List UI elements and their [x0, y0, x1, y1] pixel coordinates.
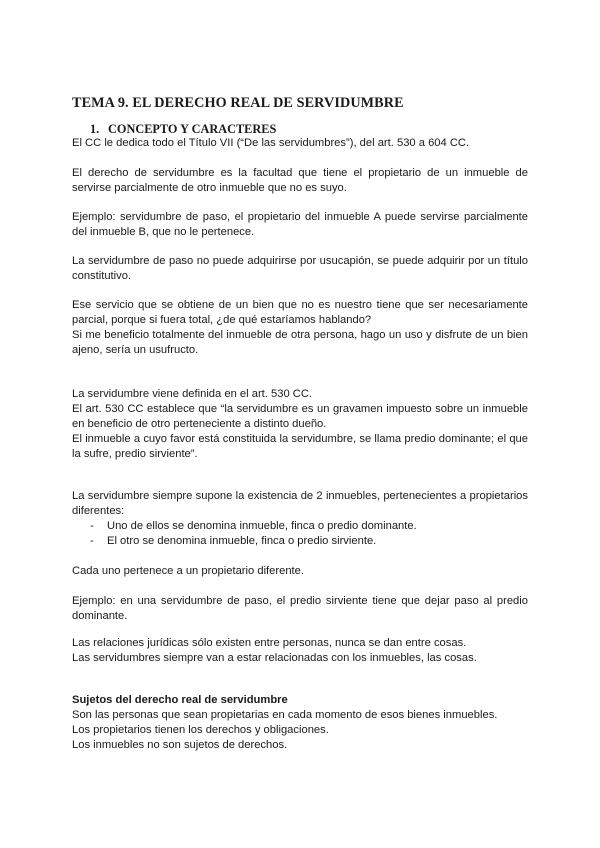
paragraph-definition: El derecho de servidumbre es la facultad que tiene el propietario de un inmueble de servirse parcialmente de otro inmueble que no es suyo. [72, 167, 528, 195]
paragraph-owners: Cada uno pertenece a un propietario diferente. [72, 565, 304, 577]
list-item [90, 534, 376, 549]
subjects-line: Son las personas que sean propietarias en cada momento de esos bienes inmuebles. [72, 709, 498, 721]
paragraph-predio: El inmueble a cuyo favor está constituida la servidumbre, se llama predio dominante; el que la sufre, predio sirviente”. [72, 433, 528, 461]
paragraph-usucapion: La servidumbre de paso no puede adquirirse por usucapión, se puede adquirir por un título constitutivo. [72, 255, 528, 283]
bullet-text: El otro se denomina inmueble, finca o predio sirviente. [107, 535, 377, 547]
subjects-line: Los propietarios tienen los derechos y obligaciones. [72, 724, 329, 736]
paragraph-partial: Ese servicio que se obtiene de un bien que no es nuestro tiene que ser necesariamente parcial, porque si fuera total, ¿de qué estaríamos hablando? [72, 299, 528, 327]
paragraph-intro: El CC le dedica todo el Título VII (“De las servidumbres”), del art. 530 a 604 CC. [72, 137, 470, 149]
subjects-line: Los inmuebles no son sujetos de derechos. [72, 739, 288, 751]
section-number: 1. [90, 122, 100, 136]
section-title: CONCEPTO Y CARACTERES [108, 122, 277, 136]
paragraph-two-properties: La servidumbre siempre supone la existencia de 2 inmuebles, pertenecientes a propietarios diferentes: [72, 490, 528, 518]
section-heading [90, 122, 276, 137]
list-item [90, 519, 417, 534]
paragraph-things: Las servidumbres siempre van a estar relacionadas con los inmuebles, las cosas. [72, 652, 477, 664]
subjects-heading: Sujetos del derecho real de servidumbre [72, 694, 288, 706]
paragraph-example: Ejemplo: servidumbre de paso, el propietario del inmueble A puede servirse parcialmente del inmueble B, que no le pertenece. [72, 211, 528, 239]
paragraph-usufructo: Si me beneficio totalmente del inmueble de otra persona, hago un uso y disfrute de un bien ajeno, sería un usufructo. [72, 329, 528, 357]
paragraph-relations: Las relaciones jurídicas sólo existen entre personas, nunca se dan entre cosas. [72, 637, 467, 649]
paragraph-art530: La servidumbre viene definida en el art. 530 CC. [72, 388, 313, 400]
page-title: TEMA 9. EL DERECHO REAL DE SERVIDUMBRE [72, 95, 404, 111]
paragraph-art530-quote: El art. 530 CC establece que “la servidumbre es un gravamen impuesto sobre un inmueble en beneficio de otro perteneciente a distinto dueño. [72, 403, 528, 431]
bullet-dash: - [90, 535, 94, 547]
bullet-text: Uno de ellos se denomina inmueble, finca o predio dominante. [107, 520, 417, 532]
bullet-dash: - [90, 520, 94, 532]
paragraph-example-paso: Ejemplo: en una servidumbre de paso, el predio sirviente tiene que dejar paso al predio dominante. [72, 595, 528, 623]
